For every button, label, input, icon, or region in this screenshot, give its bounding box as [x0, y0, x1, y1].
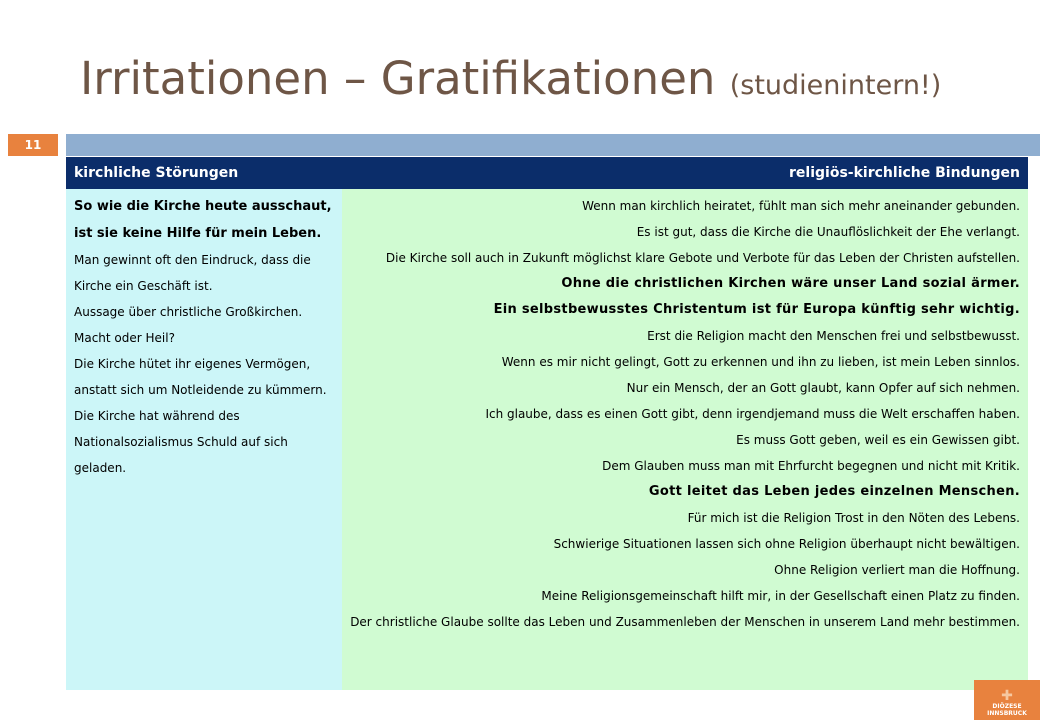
header-right: religiös-kirchliche Bindungen [342, 157, 1028, 189]
right-cell [342, 189, 1028, 690]
list-item: Aussage über christliche Großkirchen. Macht oder Heil? [74, 305, 303, 345]
list-item: Wenn es mir nicht gelingt, Gott zu erkennen und ihn zu lieben, ist mein Leben sinnlos. [501, 355, 1020, 369]
title-main: Irritationen – Gratifikationen [80, 52, 716, 105]
page-title [80, 48, 941, 117]
list-item: Die Kirche soll auch in Zukunft möglichst klare Gebote und Verbote für das Leben der Christen aufstellen. [385, 251, 1020, 265]
diocese-logo [974, 680, 1040, 720]
header-left: kirchliche Störungen [66, 157, 342, 189]
list-item: Die Kirche hütet ihr eigenes Vermögen, anstatt sich um Notleidende zu kümmern. [74, 357, 327, 397]
list-item: Man gewinnt oft den Eindruck, dass die Kirche ein Geschäft ist. [74, 253, 311, 293]
list-item: Gott leitet das Leben jedes einzelnen Menschen. [648, 484, 1020, 499]
list-item: Wenn man kirchlich heiratet, fühlt man sich mehr aneinander gebunden. [582, 199, 1020, 213]
slide-number: 11 [8, 134, 58, 156]
list-item: Es muss Gott geben, weil es ein Gewissen gibt. [736, 433, 1020, 447]
title-sub: (studienintern!) [729, 70, 942, 101]
logo-mark-icon: ✚ [1001, 688, 1013, 704]
list-item: Es ist gut, dass die Kirche die Unauflöslichkeit der Ehe verlangt. [636, 225, 1020, 239]
logo-text-line1: DIÖZESE [992, 703, 1022, 710]
list-item: Ein selbstbewusstes Christentum ist für Europa künftig sehr wichtig. [493, 302, 1020, 317]
list-item: Ich glaube, dass es einen Gott gibt, denn irgendjemand muss die Welt erschaffen haben. [485, 407, 1020, 421]
list-item: Für mich ist die Religion Trost in den Nöten des Lebens. [687, 511, 1020, 525]
comparison-table [66, 157, 1028, 690]
list-item: Nur ein Mensch, der an Gott glaubt, kann Opfer auf sich nehmen. [626, 381, 1020, 395]
list-item: Dem Glauben muss man mit Ehrfurcht begegnen und nicht mit Kritik. [602, 459, 1020, 473]
list-item: Die Kirche hat während des Nationalsozialismus Schuld auf sich geladen. [74, 409, 288, 475]
header-bar [66, 134, 1040, 156]
list-item: Der christliche Glaube sollte das Leben und Zusammenleben der Menschen in unserem Land mehr bestimmen. [350, 615, 1020, 629]
list-item: Ohne Religion verliert man die Hoffnung. [774, 563, 1020, 577]
list-item: Schwierige Situationen lassen sich ohne Religion überhaupt nicht bewältigen. [553, 537, 1020, 551]
logo-text-line2: INNSBRUCK [987, 710, 1027, 717]
list-item: Erst die Religion macht den Menschen frei und selbstbewusst. [647, 329, 1020, 343]
table-row [66, 189, 1028, 690]
table-header-row [66, 157, 1028, 189]
list-item: Meine Religionsgemeinschaft hilft mir, in der Gesellschaft einen Platz zu finden. [541, 589, 1020, 603]
list-item: Ohne die christlichen Kirchen wäre unser Land sozial ärmer. [561, 276, 1020, 291]
left-strong-statement: So wie die Kirche heute ausschaut, ist sie keine Hilfe für mein Leben. [74, 199, 332, 241]
left-cell [66, 189, 342, 690]
